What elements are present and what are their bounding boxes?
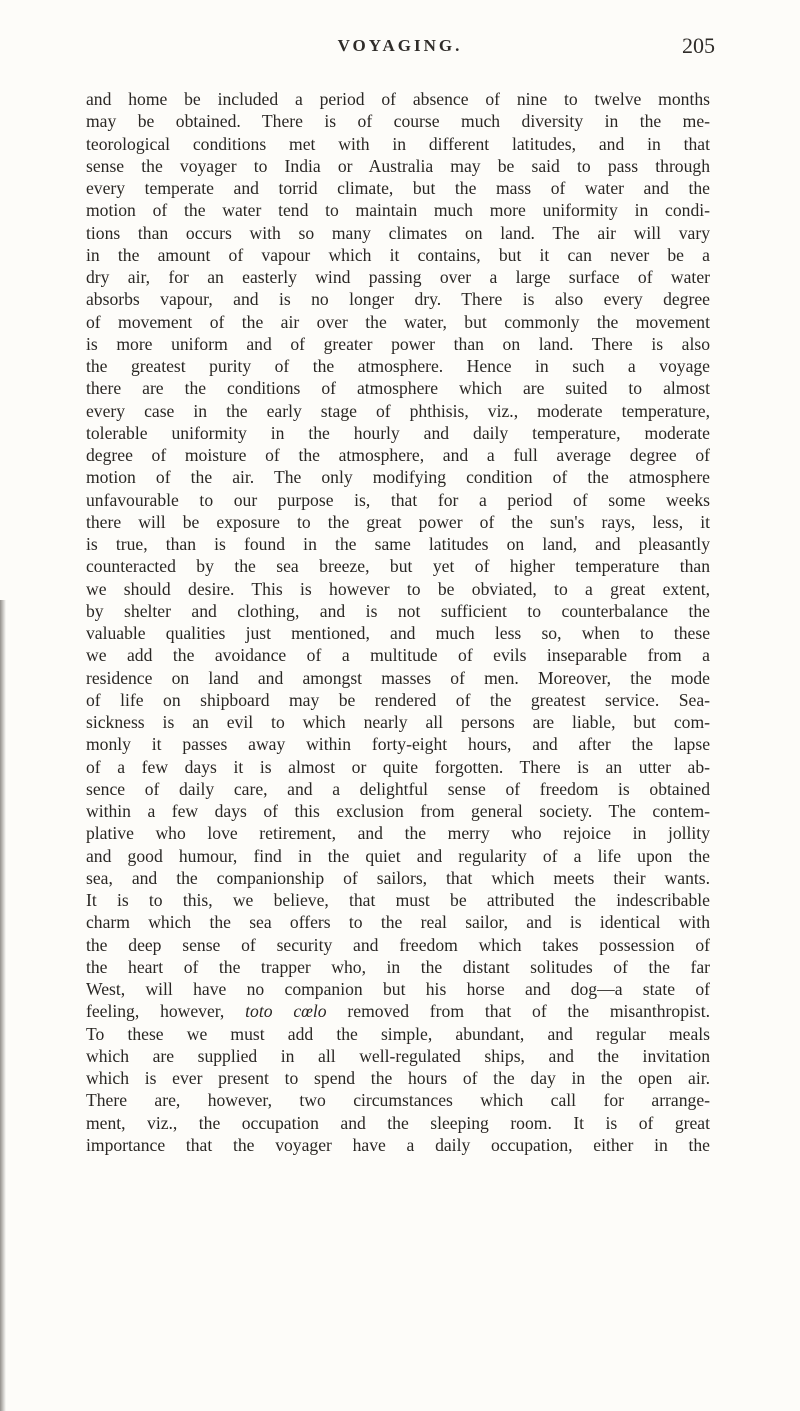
text-line: sickness is an evil to which nearly all persons are liable, but com- bbox=[86, 712, 710, 732]
page-number: 205 bbox=[682, 33, 715, 58]
text-line: there will be exposure to the great power of the sun's rays, less, it bbox=[86, 511, 710, 532]
text-line: we add the avoidance of a multitude of evils inseparable from a bbox=[86, 645, 710, 666]
text-line: unfavourable to our purpose is, that for a period of some weeks bbox=[86, 489, 710, 510]
text-line: tolerable uniformity in the hourly and daily temperature, moderate bbox=[86, 422, 710, 443]
text-line: motion of the air. The only modifying condition of the atmosphere bbox=[86, 467, 710, 488]
text-line: teorological conditions met with in different latitudes, and in that bbox=[86, 133, 710, 154]
text-line: ment, viz., the occupation and the sleeping room. It is of great bbox=[86, 1112, 710, 1133]
body-paragraph bbox=[86, 88, 710, 1156]
text-line: every case in the early stage of phthisis, viz., moderate temperature, bbox=[86, 400, 710, 421]
text-line: importance that the voyager have a daily occupation, either in the bbox=[86, 1134, 710, 1155]
text-line: sence of daily care, and a delightful sense of freedom is obtained bbox=[86, 778, 710, 799]
text-line: residence on land and amongst masses of men. Moreover, the mode bbox=[86, 667, 710, 688]
running-head bbox=[0, 33, 800, 60]
text-line: degree of moisture of the atmosphere, and a full average degree of bbox=[86, 445, 710, 465]
text-line: which is ever present to spend the hours of the day in the open air. bbox=[86, 1068, 710, 1088]
text-line: motion of the water tend to maintain much more uniformity in condi- bbox=[86, 200, 710, 221]
text-line: dry air, for an easterly wind passing over a large surface of water bbox=[86, 267, 710, 287]
text-line: within a few days of this exclusion from general society. The contem- bbox=[86, 801, 710, 821]
page-gutter-shadow bbox=[0, 600, 6, 1411]
text-line: is more uniform and of greater power than on land. There is also bbox=[86, 333, 710, 354]
text-line: of life on shipboard may be rendered of the greatest service. Sea- bbox=[86, 689, 710, 710]
text-line: valuable qualities just mentioned, and much less so, when to these bbox=[86, 623, 710, 643]
text-line: sense the voyager to India or Australia may be said to pass through bbox=[86, 155, 710, 176]
text-line: feeling, however, toto cœlo removed from that of the misanthropist. bbox=[86, 1001, 710, 1022]
text-line: which are supplied in all well-regulated ships, and the invitation bbox=[86, 1045, 710, 1066]
text-line: tions than occurs with so many climates on land. The air will vary bbox=[86, 222, 710, 243]
italic-phrase: toto cœlo bbox=[245, 1001, 327, 1022]
text-line: To these we must add the simple, abundant, and regular meals bbox=[86, 1023, 710, 1044]
text-line: of a few days it is almost or quite forgotten. There is an utter ab- bbox=[86, 756, 710, 777]
text-line: absorbs vapour, and is no longer dry. There is also every degree bbox=[86, 289, 710, 310]
text-line: and home be included a period of absence of nine to twelve months bbox=[86, 89, 710, 109]
text-line: the deep sense of security and freedom which takes possession of bbox=[86, 934, 710, 955]
text-line: West, will have no companion but his horse and dog—a state of bbox=[86, 979, 710, 999]
text-line: charm which the sea offers to the real sailor, and is identical with bbox=[86, 912, 710, 933]
text-line: the heart of the trapper who, in the distant solitudes of the far bbox=[86, 956, 710, 977]
text-line: every temperate and torrid climate, but the mass of water and the bbox=[86, 178, 710, 198]
text-line: sea, and the companionship of sailors, that which meets their wants. bbox=[86, 867, 710, 888]
text-line: there are the conditions of atmosphere which are suited to almost bbox=[86, 378, 710, 399]
text-line: monly it passes away within forty-eight hours, and after the lapse bbox=[86, 734, 710, 755]
text-line: may be obtained. There is of course much diversity in the me- bbox=[86, 111, 710, 132]
text-line: of movement of the air over the water, but commonly the movement bbox=[86, 311, 710, 332]
text-line: plative who love retirement, and the merry who rejoice in jollity bbox=[86, 823, 710, 844]
text-line: is true, than is found in the same latitudes on land, and pleasantly bbox=[86, 534, 710, 554]
text-line: in the amount of vapour which it contains, but it can never be a bbox=[86, 244, 710, 265]
text-line: the greatest purity of the atmosphere. Hence in such a voyage bbox=[86, 356, 710, 376]
text-line: we should desire. This is however to be obviated, to a great extent, bbox=[86, 578, 710, 599]
running-title: VOYAGING. bbox=[337, 36, 463, 55]
text-line: by shelter and clothing, and is not sufficient to counterbalance the bbox=[86, 600, 710, 621]
text-line: It is to this, we believe, that must be attributed the indescribable bbox=[86, 890, 710, 910]
text-line: and good humour, find in the quiet and regularity of a life upon the bbox=[86, 845, 710, 866]
text-line: There are, however, two circumstances which call for arrange- bbox=[86, 1090, 710, 1111]
text-line: counteracted by the sea breeze, but yet of higher temperature than bbox=[86, 556, 710, 577]
